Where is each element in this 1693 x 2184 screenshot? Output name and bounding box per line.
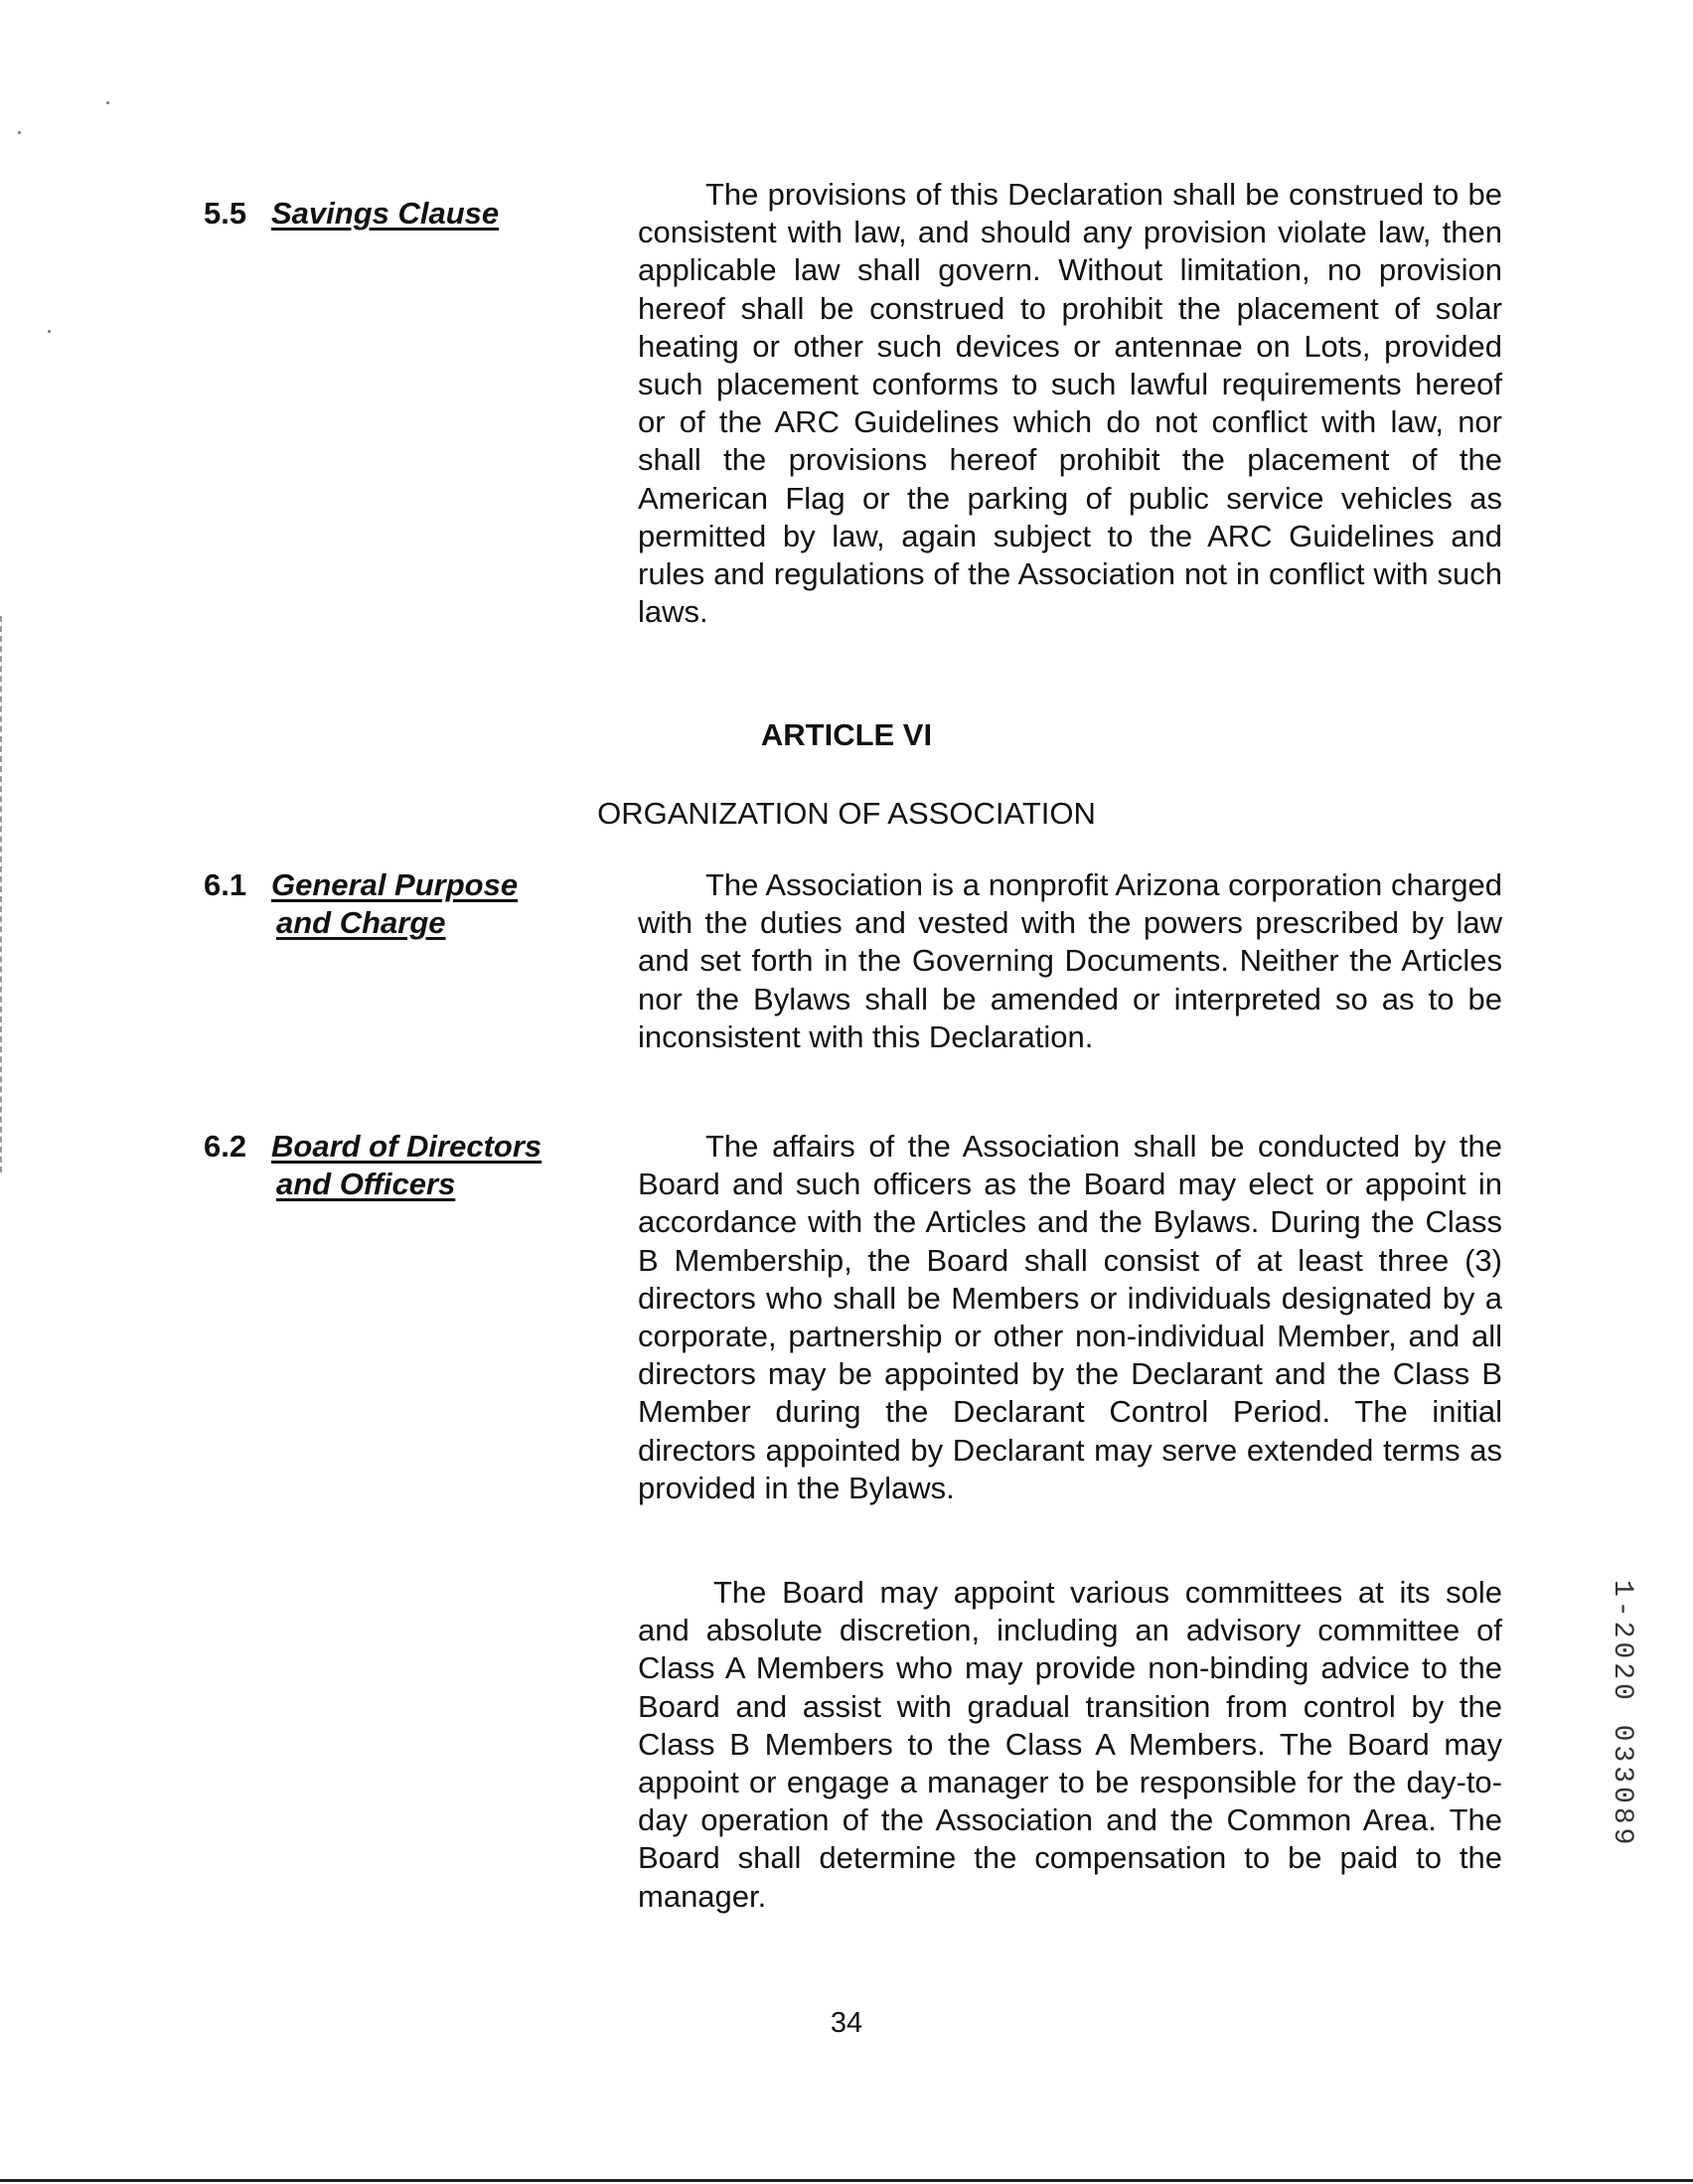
scan-speck [48,330,51,333]
article-heading: ARTICLE VI [760,717,933,752]
section-number: 6.2 [204,1129,247,1164]
document-number-stamp: 1-2020 033089 [1607,1580,1637,1849]
scan-speck [106,101,109,104]
section-number: 6.1 [204,867,247,902]
page-number: 34 [830,2007,863,2039]
section-6-2-heading [204,1128,541,1203]
section-title-line1: Board of Directors [271,1129,542,1164]
section-6-2-text: The affairs of the Association shall be conducted by the Board and such officers as the Board may elect or appoint in accordance with the Articles and the Bylaws. During the Class B Membership, the Board shall consist of at least three (3) directors who shall be Members or individuals designated by a corporate, partnership or other non-individual Member, and all directors may be appointed by the Declarant and the Class B Member during the Declarant Control Period. The initial directors appointed by Declarant may serve extended terms as provided in the Bylaws. [638,1129,1502,1505]
section-title-line2: and Officers [276,1167,456,1201]
section-5-5-text: The provisions of this Declaration shall be construed to be consistent with law, and should any provision violate law, then applicable law shall govern. Without limitation, no provision hereof shall be construed to prohibit the placement of solar heating or other such devices or antennae on Lots, provided such placement conforms to such lawful requirements hereof or of the ARC Guidelines which do not conflict with law, nor shall the provisions hereof prohibit the placement of the American Flag or the parking of public service vehicles as permitted by law, again subject to the ARC Guidelines and rules and regulations of the Association not in conflict with such laws. [638,177,1502,630]
scan-edge-mark [0,616,5,1172]
section-title-line2: and Charge [276,905,446,940]
scan-bottom-edge [0,2179,1693,2182]
section-number: 5.5 [204,196,247,231]
section-title-line1: General Purpose [271,867,519,902]
section-title: Savings Clause [271,196,500,231]
section-6-1-heading [204,866,518,942]
article-subheading: ORGANIZATION OF ASSOCIATION [597,796,1096,831]
section-6-1-text: The Association is a nonprofit Arizona corporation charged with the duties and vested with the powers prescribed by law and set forth in the Governing Documents. Neither the Articles nor the Bylaws shall be amended or interpreted so as to be inconsistent with this Declaration. [638,867,1502,1054]
scan-speck [18,131,21,134]
section-5-5-heading [204,195,499,233]
section-6-2-text-continued: The Board may appoint various committees at its sole and absolute discretion, including an advisory committee of Class A Members who may provide non-binding advice to the Board and assist with gradual transition from control by the Class B Members to the Class A Members. The Board may appoint or engage a manager to be responsible for the day-to-day operation of the Association and the Common Area. The Board shall determine the compensation to be paid to the manager. [638,1575,1502,1914]
